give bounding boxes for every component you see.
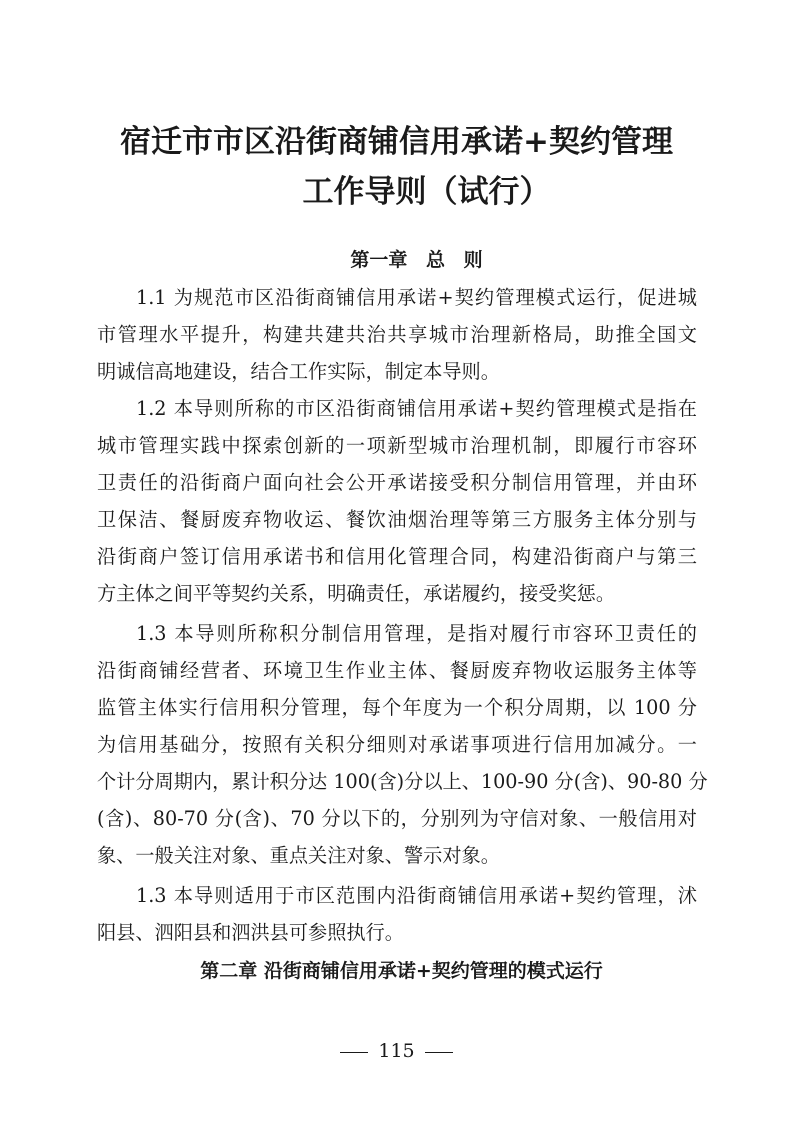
chapter-heading-2: 第二章 沿街商铺信用承诺+契约管理的模式运行 (200, 960, 603, 982)
text-line: 1.3 本导则适用于市区范围内沿街商铺信用承诺+契约管理，沭 (136, 884, 697, 907)
page-footer (0, 1040, 793, 1062)
text-line: 个计分周期内，累计积分达 100(含)分以上、100-90 分(含)、90-80 分 (97, 770, 708, 793)
text-line: 沿街商铺经营者、环境卫生作业主体、餐厨废弃物收运服务主体等 (97, 659, 697, 682)
text-line: 为信用基础分，按照有关积分细则对承诺事项进行信用加减分。一 (97, 733, 697, 756)
page-number: 115 (378, 1040, 415, 1062)
text-line: 沿街商户签订信用承诺书和信用化管理合同，构建沿街商户与第三 (97, 545, 697, 568)
text-line: 市管理水平提升，构建共建共治共享城市治理新格局，助推全国文 (97, 323, 697, 346)
text-line: 1.2 本导则所称的市区沿街商铺信用承诺+契约管理模式是指在 (136, 397, 697, 420)
footer-dash-right (425, 1052, 453, 1053)
text-line: 监管主体实行信用积分管理，每个年度为一个积分周期，以 100 分 (97, 696, 697, 719)
text-line: 象、一般关注对象、重点关注对象、警示对象。 (97, 844, 500, 867)
document-title-line-1: 宿迁市市区沿街商铺信用承诺+契约管理 (120, 124, 673, 160)
text-line: 城市管理实践中探索创新的一项新型城市治理机制，即履行市容环 (97, 434, 697, 457)
text-line: 明诚信高地建设，结合工作实际，制定本导则。 (97, 360, 500, 383)
text-line: 卫责任的沿街商户面向社会公开承诺接受积分制信用管理，并由环 (97, 471, 697, 494)
text-line: 阳县、泗阳县和泗洪县可参照执行。 (97, 921, 404, 944)
text-line: 方主体之间平等契约关系，明确责任，承诺履约，接受奖惩。 (97, 582, 616, 605)
text-line: 1.3 本导则所称积分制信用管理，是指对履行市容环卫责任的 (136, 622, 697, 645)
footer-dash-left (340, 1052, 368, 1053)
text-line: (含)、80-70 分(含)、70 分以下的，分别列为守信对象、一般信用对 (97, 807, 697, 830)
text-line: 卫保洁、餐厨废弃物收运、餐饮油烟治理等第三方服务主体分别与 (97, 508, 697, 531)
document-title-line-2: 工作导则（试行） (302, 174, 551, 210)
chapter-heading-1: 第一章 总 则 (350, 249, 483, 271)
text-line: 1.1 为规范市区沿街商铺信用承诺+契约管理模式运行，促进城 (136, 286, 697, 309)
